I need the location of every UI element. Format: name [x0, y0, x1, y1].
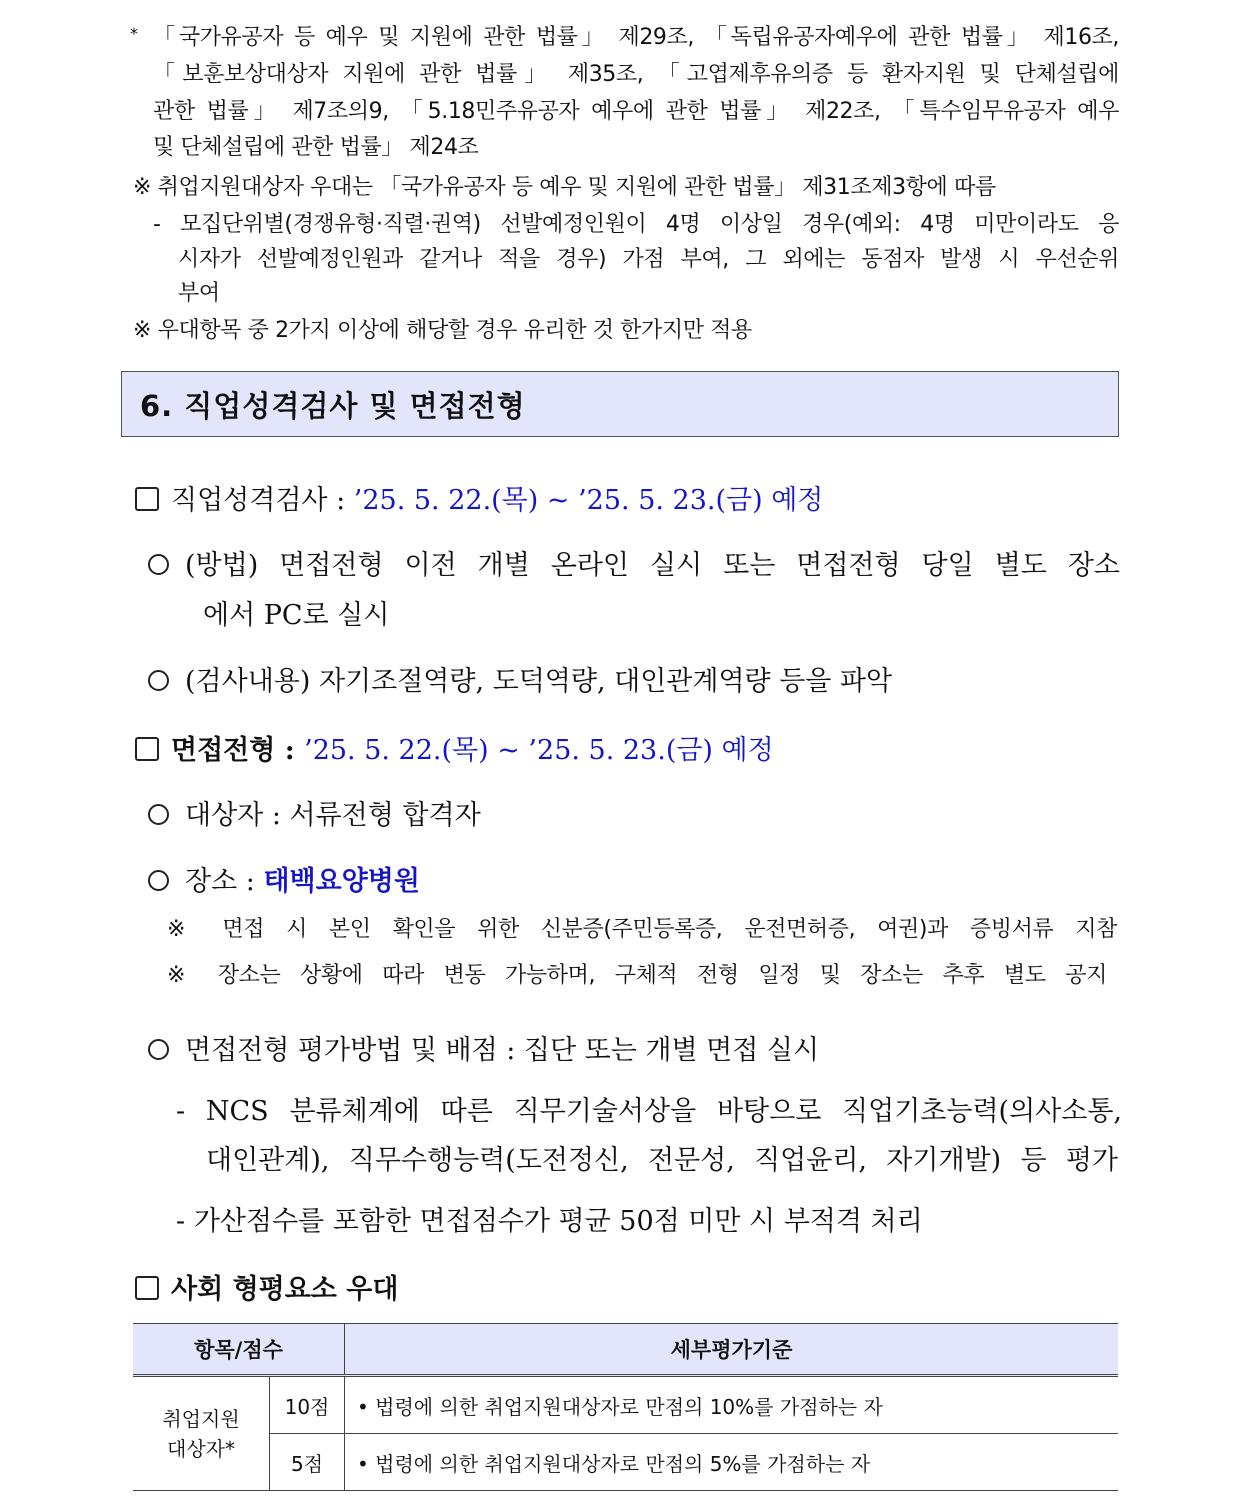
interview-note-place: ※ 장소는 상황에 따라 변동 가능하며, 구체적 전형 일정 및 장소는 추후 별도 공지	[167, 963, 1107, 988]
dash-line-1: - 모집단위별(경쟁유형·직렬·권역) 선발예정인원이 4명 이상일 경우(예외: 4명 미만이라도 응	[153, 212, 1119, 237]
interview-dates: ’25. 5. 22.(목) ~ ’25. 5. 23.(금) 예정	[304, 735, 774, 766]
interview-place-row	[148, 859, 420, 898]
interview-heading-row	[135, 728, 774, 767]
ncs-line-1: - NCS 분류체계에 따른 직무기술서상을 바탕으로 직업기초능력(의사소통,	[176, 1096, 1122, 1127]
interview-place-label: 장소 :	[185, 866, 264, 897]
ncs-line-2: 대인관계), 직무수행능력(도전정신, 전문성, 직업윤리, 자기개발) 등 평가	[206, 1145, 1118, 1176]
aptitude-heading-row	[135, 478, 823, 517]
equity-criteria-table	[133, 1323, 1118, 1491]
interview-note-id: ※ 면접 시 본인 확인을 위한 신분증(주민등록증, 운전면허증, 여권)과 증빙서류 지참	[167, 917, 1117, 942]
table-row	[133, 1376, 1118, 1434]
category-line-1: 취업지원	[162, 1406, 240, 1431]
fail-rule: - 가산점수를 포함한 면접점수가 평균 50점 미만 시 부적격 처리	[176, 1206, 923, 1237]
footnote-line-3: 관한 법률」 제7조의9, 「5.18민주유공자 예우에 관한 법률」 제22조, 「특수임무유공자 예우	[153, 99, 1119, 124]
social-heading: 사회 형평요소 우대	[171, 1274, 399, 1305]
header-criteria: 세부평가기준	[345, 1324, 1119, 1376]
circle-bullet-icon	[148, 554, 169, 575]
circle-bullet-icon	[148, 1039, 169, 1060]
criteria-cell: • 법령에 의한 취업지원대상자로 만점의 5%를 가점하는 자	[345, 1434, 1119, 1491]
aptitude-heading: 직업성격검사 :	[171, 485, 354, 516]
circle-bullet-icon	[148, 670, 169, 691]
footnote-line-1: 「국가유공자 등 예우 및 지원에 관한 법률」 제29조, 「독립유공자예우에 관한 법률」 제16조,	[153, 25, 1119, 50]
checkbox-square-icon	[135, 487, 159, 511]
table-header-row	[133, 1324, 1118, 1376]
interview-heading: 면접전형 :	[171, 735, 305, 766]
interview-target-row	[148, 793, 481, 832]
interview-place-value: 태백요양병원	[263, 866, 420, 897]
table-row	[133, 1434, 1118, 1491]
points-cell: 5점	[270, 1434, 345, 1491]
social-heading-row	[135, 1267, 398, 1306]
header-item: 항목/점수	[133, 1324, 345, 1376]
interview-method-row	[148, 1028, 819, 1067]
aptitude-content-row	[148, 659, 892, 698]
aptitude-method-line-2: 에서 PC로 실시	[203, 600, 390, 631]
circle-bullet-icon	[148, 870, 169, 891]
checkbox-square-icon	[135, 1276, 159, 1300]
aptitude-content: (검사내용) 자기조절역량, 도덕역량, 대인관계역량 등을 파악	[185, 666, 893, 697]
section-title: 6. 직업성격검사 및 면접전형	[140, 389, 526, 423]
footnote-line-2: 「보훈보상대상자 지원에 관한 법률」 제35조, 「고엽제후유의증 등 환자지원 및 단체설립에	[153, 62, 1119, 87]
category-cell	[133, 1376, 270, 1491]
dash-line-3: 부여	[178, 281, 220, 306]
footnote-line-4: 및 단체설립에 관한 법률」 제24조	[153, 135, 479, 160]
circle-bullet-icon	[148, 804, 169, 825]
category-line-2: 대상자*	[167, 1436, 235, 1461]
aptitude-method-line-1: (방법) 면접전형 이전 개별 온라인 실시 또는 면접전형 당일 별도 장소	[148, 543, 1120, 582]
checkbox-square-icon	[135, 737, 159, 761]
aptitude-dates: ’25. 5. 22.(목) ~ ’25. 5. 23.(금) 예정	[353, 485, 824, 516]
section-header	[121, 371, 1119, 437]
points-cell: 10점	[270, 1376, 345, 1434]
interview-target: 대상자 : 서류전형 합격자	[185, 800, 481, 831]
priority-note: ※ 우대항목 중 2가지 이상에 해당할 경우 유리한 것 한가지만 적용	[133, 318, 752, 343]
dash-line-2: 시자가 선발예정인원과 같거나 적을 경우) 가점 부여, 그 외에는 동점자 발생 시 우선순위	[178, 247, 1119, 272]
criteria-cell: • 법령에 의한 취업지원대상자로 만점의 10%를 가점하는 자	[345, 1376, 1119, 1434]
footnote-mark: *	[130, 24, 138, 43]
ref-note: ※ 취업지원대상자 우대는 「국가유공자 등 예우 및 지원에 관한 법률」 제31조제3항에 따름	[133, 175, 996, 200]
interview-method: 면접전형 평가방법 및 배점 : 집단 또는 개별 면접 실시	[185, 1035, 820, 1066]
